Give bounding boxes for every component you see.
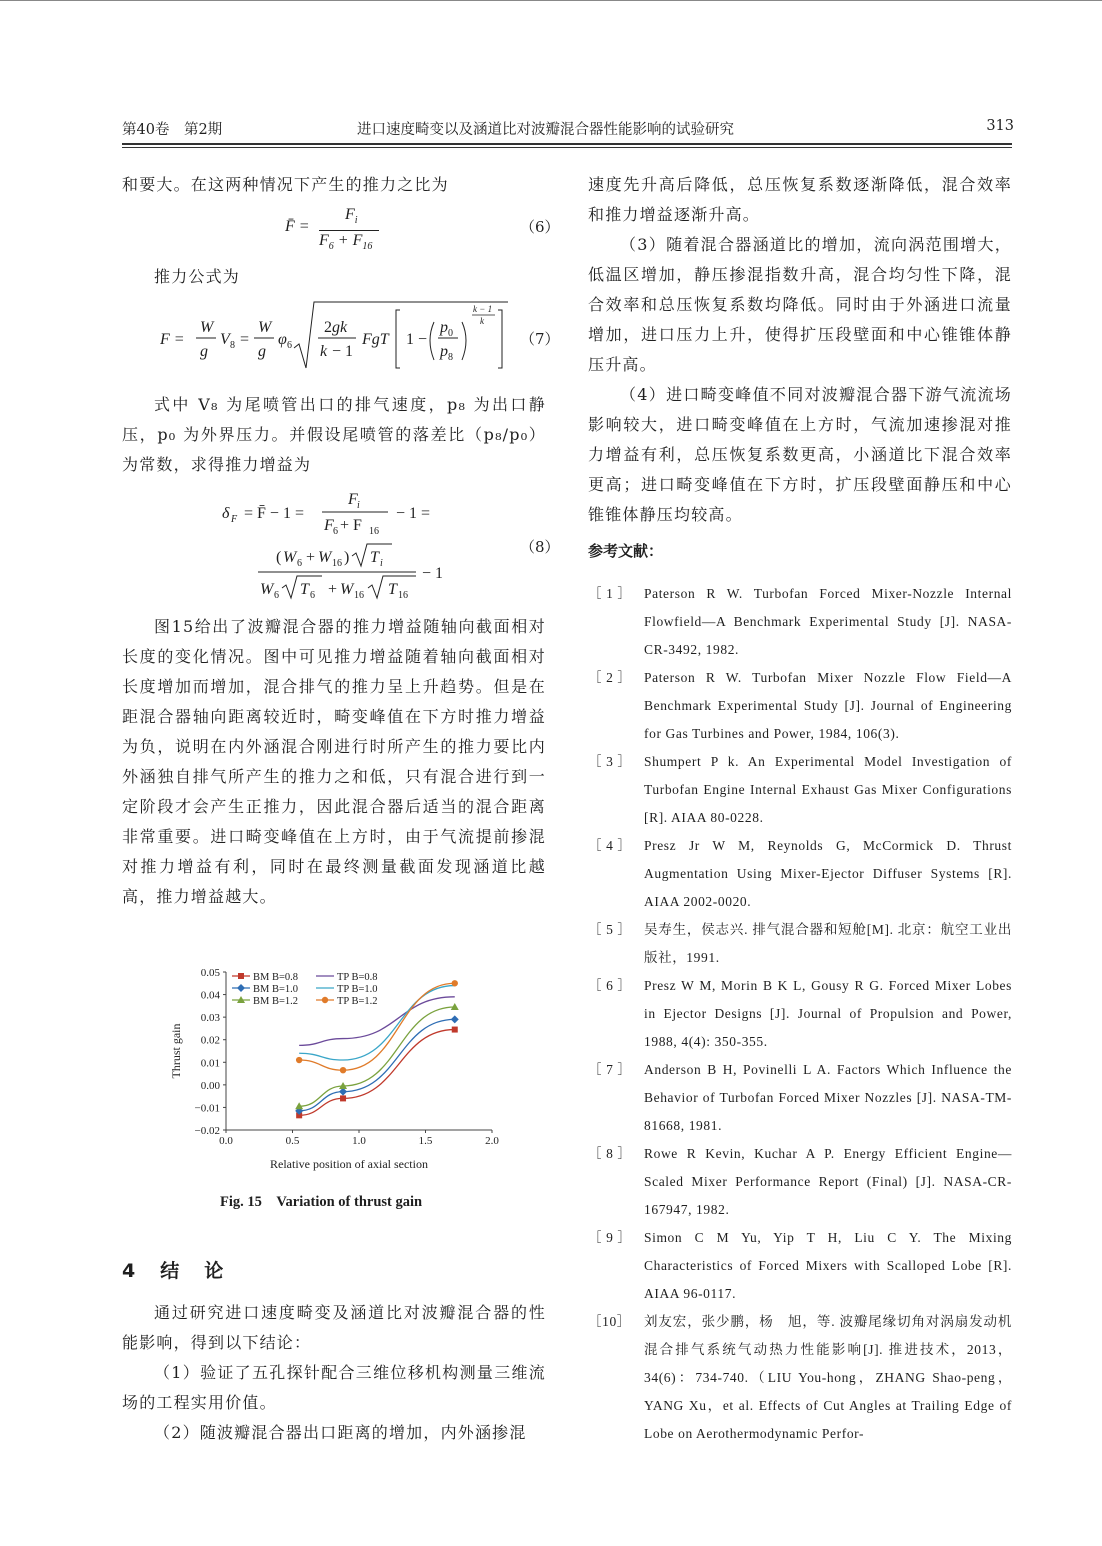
equation-6: F̄ = $F_i$ $F_6 + F_{16}$ bbox=[285, 206, 395, 254]
legend-label: TP B=1.2 bbox=[337, 996, 378, 1007]
page-number: 313 bbox=[986, 118, 1014, 134]
legend-label: BM B=0.8 bbox=[253, 972, 299, 983]
legend-label: TP B=0.8 bbox=[337, 972, 378, 983]
data-point bbox=[452, 980, 458, 986]
data-point bbox=[322, 997, 328, 1003]
svg-text:T: T bbox=[300, 581, 309, 598]
svg-text:16: 16 bbox=[332, 558, 342, 569]
svg-text:+: + bbox=[306, 549, 316, 566]
svg-text:W: W bbox=[283, 549, 297, 566]
running-header bbox=[122, 118, 1014, 140]
svg-text:φ: φ bbox=[278, 331, 287, 348]
running-title: 进口速度畸变以及涵道比对波瓣混合器性能影响的试验研究 bbox=[357, 122, 734, 138]
svg-text:+ F: + F bbox=[340, 517, 362, 534]
left-conclusions bbox=[122, 1298, 546, 1448]
conclusion-2-end: 速度先升高后降低，总压恢复系数逐渐降低，混合效率和推力增益逐渐升高。 bbox=[588, 175, 1012, 224]
data-point bbox=[340, 1095, 346, 1101]
svg-text:+: + bbox=[328, 581, 338, 598]
svg-text:6: 6 bbox=[274, 590, 279, 601]
reference-item: ［ 6 ］ Presz W M, Morin B K L, Gousy R G. Forced Mixer Lobes in Ejector Designs [J]. Journal of Propulsion and Power, 1988, 4(4): 350-355. bbox=[588, 978, 1012, 1049]
svg-text:F: F bbox=[348, 491, 358, 508]
svg-text:16: 16 bbox=[398, 590, 408, 601]
y-tick-label: −0.01 bbox=[194, 1102, 220, 1115]
reference-item: ［ 9 ］ Simon C M Yu, Yip T H, Liu C Y. The Mixing Characteristics of Forced Mixers with Scalloped Lobe [R]. AIAA 96-0117. bbox=[588, 1230, 1012, 1301]
y-tick-label: 0.05 bbox=[200, 967, 220, 979]
svg-text:F: F bbox=[231, 514, 238, 525]
reference-item: ［ 7 ］ Anderson B H, Povinelli L A. Factors Which Influence the Behavior of Turbofan Forced Mixer Nozzles [J]. NASA-TM-81668, 1981. bbox=[588, 1062, 1012, 1133]
legend-label: BM B=1.0 bbox=[253, 984, 299, 995]
svg-text:W: W bbox=[200, 319, 214, 336]
reference-item: ［ 8 ］ Rowe R Kevin, Kuchar A P. Energy Efficient Engine—Scaled Mixer Performance Report (Final) [J]. NASA-CR-167947, 1982. bbox=[588, 1146, 1012, 1217]
svg-text:8: 8 bbox=[448, 352, 453, 363]
equation-7-svg bbox=[160, 298, 520, 372]
svg-text:6: 6 bbox=[310, 590, 315, 601]
svg-text:1 −: 1 − bbox=[406, 331, 428, 348]
equation-8-svg bbox=[222, 486, 512, 606]
svg-text:2: 2 bbox=[324, 319, 332, 336]
svg-text:k − 1: k − 1 bbox=[473, 304, 493, 314]
x-tick-label: 1.0 bbox=[352, 1135, 366, 1147]
references-heading: 参考文献： bbox=[588, 542, 664, 560]
y-tick-label: −0.02 bbox=[194, 1125, 220, 1137]
reference-item: ［ 3 ］ Shumpert P k. An Experimental Model Investigation of Turbofan Engine Internal Exhaust Gas Mixer Configurations [R]. AIAA 80-0228. bbox=[588, 754, 1012, 825]
x-tick-label: 0.0 bbox=[219, 1135, 233, 1147]
references-list bbox=[588, 580, 1012, 1448]
svg-text:FgT: FgT bbox=[362, 331, 389, 348]
data-point bbox=[237, 984, 245, 992]
svg-text:δ: δ bbox=[222, 505, 230, 522]
equation-8 bbox=[222, 486, 512, 606]
x-tick-label: 0.5 bbox=[285, 1135, 300, 1147]
x-axis-label: Relative position of axial section bbox=[270, 1157, 428, 1171]
svg-text:i: i bbox=[357, 500, 360, 511]
svg-text:W: W bbox=[340, 581, 354, 598]
svg-text:8: 8 bbox=[230, 340, 235, 351]
left-para-fig15-discussion: 图15给出了波瓣混合器的推力增益随轴向截面相对长度的变化情况。图中可见推力增益随着轴向截面相对长度增加而增加，混合排气的推力呈上升趋势。但是在距混合器轴向距离较近时，畸变峰值在下方时推力增益为负，说明在内外涵混合刚进行时所产生的推力要比内外涵独自排气所产生的推力之和低，只有混合进行到一定阶段才会产生正推力，因此混合器后适当的混合距离非常重要。进口畸变峰值在上方时，由于气流提前掺混对推力增益有利，同时在最终测量截面发现涵道比越高，推力增益越大。 bbox=[122, 617, 546, 906]
x-tick-label: 2.0 bbox=[485, 1135, 499, 1147]
figure-15 bbox=[162, 962, 512, 1180]
svg-text:F =: F = bbox=[160, 331, 185, 348]
svg-text:6: 6 bbox=[297, 558, 302, 569]
header-rule-thick bbox=[122, 143, 1012, 145]
figure-15-caption: Fig. 15 Variation of thrust gain bbox=[220, 1194, 423, 1210]
equation-7 bbox=[160, 298, 520, 372]
conclusion-1: （1）验证了五孔探针配合三维位移机构测量三维流场的工程实用价值。 bbox=[122, 1363, 546, 1412]
svg-text:16: 16 bbox=[354, 590, 364, 601]
reference-item: ［ 4 ］ Presz Jr W M, Reynolds G, McCormick D. Thrust Augmentation Using Mixer-Ejector Diffuser Systems [R]. AIAA 2002-0020. bbox=[588, 838, 1012, 909]
x-tick-label: 1.5 bbox=[418, 1135, 433, 1147]
svg-text:): ) bbox=[344, 549, 350, 566]
svg-text:0: 0 bbox=[448, 328, 453, 339]
reference-item: ［ 2 ］ Paterson R W. Turbofan Mixer Nozzle Flow Field—A Benchmark Experimental Study [J]. Journal of Engineering for Gas Turbines and Power, 1984, 106(3). bbox=[588, 670, 1012, 741]
svg-text:− 1 =: − 1 = bbox=[396, 505, 431, 522]
y-tick-label: 0.02 bbox=[200, 1034, 220, 1047]
legend-label: TP B=1.0 bbox=[337, 984, 378, 995]
data-point bbox=[296, 1057, 302, 1063]
legend-label: BM B=1.2 bbox=[253, 996, 299, 1007]
svg-text:16: 16 bbox=[369, 526, 379, 537]
data-point bbox=[451, 1015, 459, 1023]
conclusion-intro: 通过研究进口速度畸变及涵道比对波瓣混合器的性能影响，得到以下结论： bbox=[122, 1303, 546, 1352]
data-point bbox=[238, 973, 244, 979]
svg-text:V: V bbox=[220, 331, 230, 348]
equation-6-number: （6） bbox=[520, 218, 560, 236]
svg-text:gk: gk bbox=[332, 319, 348, 336]
svg-text:− 1: − 1 bbox=[422, 565, 444, 582]
svg-text:g: g bbox=[200, 343, 208, 360]
volume-issue: 第40卷 第2期 bbox=[122, 122, 223, 138]
left-para-top: 和要大。在这两种情况下产生的推力之比为 bbox=[122, 175, 449, 194]
page-top-border bbox=[0, 0, 1102, 1]
svg-text:p: p bbox=[440, 319, 448, 336]
y-tick-label: 0.00 bbox=[200, 1079, 220, 1092]
svg-text:W: W bbox=[318, 549, 332, 566]
conclusion-2-start: （2）随波瓣混合器出口距离的增加，内外涵掺混 bbox=[154, 1423, 527, 1442]
svg-text:i: i bbox=[380, 558, 383, 569]
data-point bbox=[452, 1027, 458, 1033]
svg-text:F: F bbox=[324, 517, 334, 534]
conclusion-3: （3）随着混合器涵道比的增加，流向涡范围增大，低温区增加，静压掺混指数升高，混合均匀性下降，混合效率和总压恢复系数均降低。同时由于外涵进口流量增加，进口压力上升，使得扩压段壁面和中心锥锥体静压升高。 bbox=[588, 235, 1012, 374]
y-axis-label: Thrust gain bbox=[169, 1023, 183, 1079]
svg-text:k: k bbox=[480, 316, 484, 326]
equation-8-number: （8） bbox=[520, 538, 560, 556]
data-point bbox=[340, 1067, 346, 1073]
section-4-heading: 4 结 论 bbox=[122, 1260, 227, 1282]
svg-text:= F̄ − 1 =: = F̄ − 1 = bbox=[244, 505, 304, 522]
svg-text:p: p bbox=[440, 343, 448, 360]
thrust-gain-chart bbox=[162, 962, 512, 1180]
reference-item: ［ 1 ］ Paterson R W. Turbofan Forced Mixer-Nozzle Internal Flowfield—A Benchmark Experimental Study [J]. NASA-CR-3492, 1982. bbox=[588, 586, 1012, 657]
svg-text:6: 6 bbox=[333, 526, 338, 537]
svg-text:− 1: − 1 bbox=[332, 343, 354, 360]
equation-7-number: （7） bbox=[520, 330, 560, 348]
y-tick-label: 0.01 bbox=[200, 1057, 220, 1070]
svg-text:g: g bbox=[258, 343, 266, 360]
svg-text:(: ( bbox=[276, 549, 282, 566]
header-rule-thin bbox=[122, 147, 1012, 148]
reference-item: ［ 5 ］ 吴寿生，侯志兴. 排气混合器和短舱[M]. 北京：航空工业出版社，1991. bbox=[588, 922, 1012, 965]
svg-text:6: 6 bbox=[287, 340, 292, 351]
y-tick-label: 0.03 bbox=[200, 1012, 220, 1025]
svg-text:k: k bbox=[320, 343, 328, 360]
left-para-after-eq7: 式中 V₈ 为尾喷管出口的排气速度，p₈ 为出口静压，p₀ 为外界压力。并假设尾喷管的落差比（p₈/p₀）为常数，求得推力增益为 bbox=[122, 395, 546, 474]
y-tick-label: 0.04 bbox=[200, 989, 220, 1002]
conclusion-4: （4）进口畸变峰值不同对波瓣混合器下游气流流场影响较大，进口畸变峰值在上方时，气流加速掺混对推力增益有利，总压恢复系数更高，小涵道比下混合效率更高；进口畸变峰值在下方时，扩压段壁面静压和中心锥锥体静压均较高。 bbox=[588, 385, 1012, 524]
left-para-thrust-formula: 推力公式为 bbox=[154, 267, 241, 286]
svg-text:W: W bbox=[260, 581, 274, 598]
svg-text:T: T bbox=[370, 549, 379, 566]
svg-text:=: = bbox=[240, 331, 250, 348]
svg-text:T: T bbox=[388, 581, 397, 598]
right-paragraphs bbox=[588, 170, 1012, 530]
svg-text:W: W bbox=[258, 319, 272, 336]
reference-item: ［10］ 刘友宏，张少鹏，杨 旭，等. 波瓣尾缘切角对涡扇发动机混合排气系统气动热力性能影响[J]. 推进技术，2013，34(6)：734-740.（LIU You-hong，ZHANG Shao-peng，YANG Xu，et al. Effects of Cut Angles at Trailing Edge of Lobe on Aerothermodynamic Perfor- bbox=[588, 1314, 1012, 1441]
